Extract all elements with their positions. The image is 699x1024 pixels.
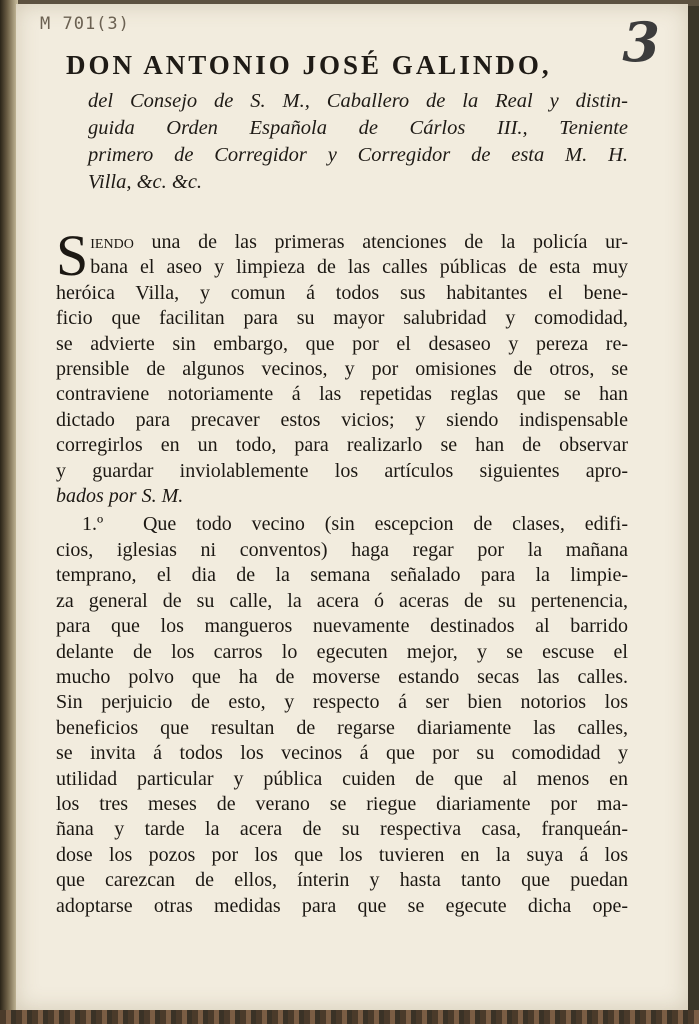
intro-line: ficio que facilitan para su mayor salubridad y comodidad,	[56, 307, 628, 330]
subtitle-line: del Consejo de S. M., Caballero de la Real y distin-	[88, 90, 628, 112]
drop-cap: S	[56, 223, 89, 288]
heading-subtitle	[88, 88, 628, 196]
intro-line: contraviene notoriamente á las repetidas reglas que se han	[56, 383, 628, 406]
article-line: se invita á todos los vecinos á que por su comodidad y	[56, 742, 628, 765]
intro-first-line	[56, 230, 628, 255]
folio-number: 3	[622, 10, 660, 74]
article-number: 1.º	[82, 513, 104, 536]
article-line: dose los pozos por los que los tuvieren en la suya á los	[56, 843, 628, 866]
article-line: los tres meses de verano se riegue diariamente por ma-	[56, 792, 628, 815]
first-word-smallcaps: iendo	[90, 231, 134, 253]
intro-line-text: una de las primeras atenciones de la policía ur-	[151, 231, 628, 253]
document-body	[56, 210, 628, 919]
subtitle-line: Villa, &c. &c.	[88, 171, 203, 193]
article-line: mucho polvo que ha de moverse estando secas las calles.	[56, 665, 628, 688]
article-line: para que los mangueros nuevamente destinados al barrido	[56, 615, 628, 638]
document-heading: DON ANTONIO JOSÉ GALINDO,	[66, 50, 552, 80]
document-page	[16, 4, 688, 1010]
intro-line: se advierte sin embargo, que por el desaseo y pereza re-	[56, 332, 628, 355]
subtitle-line: guida Orden Española de Cárlos III., Teniente	[88, 117, 628, 139]
intro-line: heróica Villa, y comun á todos sus habitantes el bene-	[56, 281, 628, 304]
article-line: cios, iglesias ni conventos) haga regar por la mañana	[56, 538, 628, 561]
article-line: utilidad particular y pública cuiden de que al menos en	[56, 767, 628, 790]
subtitle-line: primero de Corregidor y Corregidor de esta M. H.	[88, 144, 628, 166]
article-line: beneficios que resultan de regarse diariamente las calles,	[56, 716, 628, 739]
intro-line: prensible de algunos vecinos, y por omisiones de otros, se	[56, 358, 628, 381]
intro-line: bana el aseo y limpieza de las calles públicas de esta muy	[90, 256, 628, 279]
article-line: Sin perjuicio de esto, y respecto á ser bien notorios los	[56, 691, 628, 714]
intro-paragraph	[56, 223, 628, 509]
article-line: temprano, el dia de la semana señalado para la limpie-	[56, 564, 628, 587]
shelfmark-annotation: M 701(3)	[40, 14, 130, 34]
article-line: ñana y tarde la acera de su respectiva casa, franqueán-	[56, 818, 628, 841]
intro-line: y guardar inviolablemente los artículos siguientes apro-	[56, 459, 628, 482]
article-line-text: Que todo vecino (sin escepcion de clases, edifi-	[142, 513, 629, 536]
article-line: que carezcan de ellos, ínterin y hasta tanto que puedan	[56, 869, 628, 892]
article-line: adoptarse otras medidas para que se egecute dicha ope-	[56, 894, 628, 917]
intro-line: dictado para precaver estos vicios; y siendo indispensable	[56, 408, 628, 431]
intro-last-line: bados por S. M.	[56, 485, 184, 508]
article-1	[56, 512, 628, 919]
scan-bottom-edge	[0, 1010, 699, 1024]
article-line: za general de su calle, la acera ó aceras de su pertenencia,	[56, 589, 628, 612]
article-line: delante de los carros lo egecuten mejor, y se escuse el	[56, 640, 628, 663]
article-first-line	[56, 512, 628, 537]
intro-line: corregirlos en un todo, para realizarlo se han de observar	[56, 434, 628, 457]
